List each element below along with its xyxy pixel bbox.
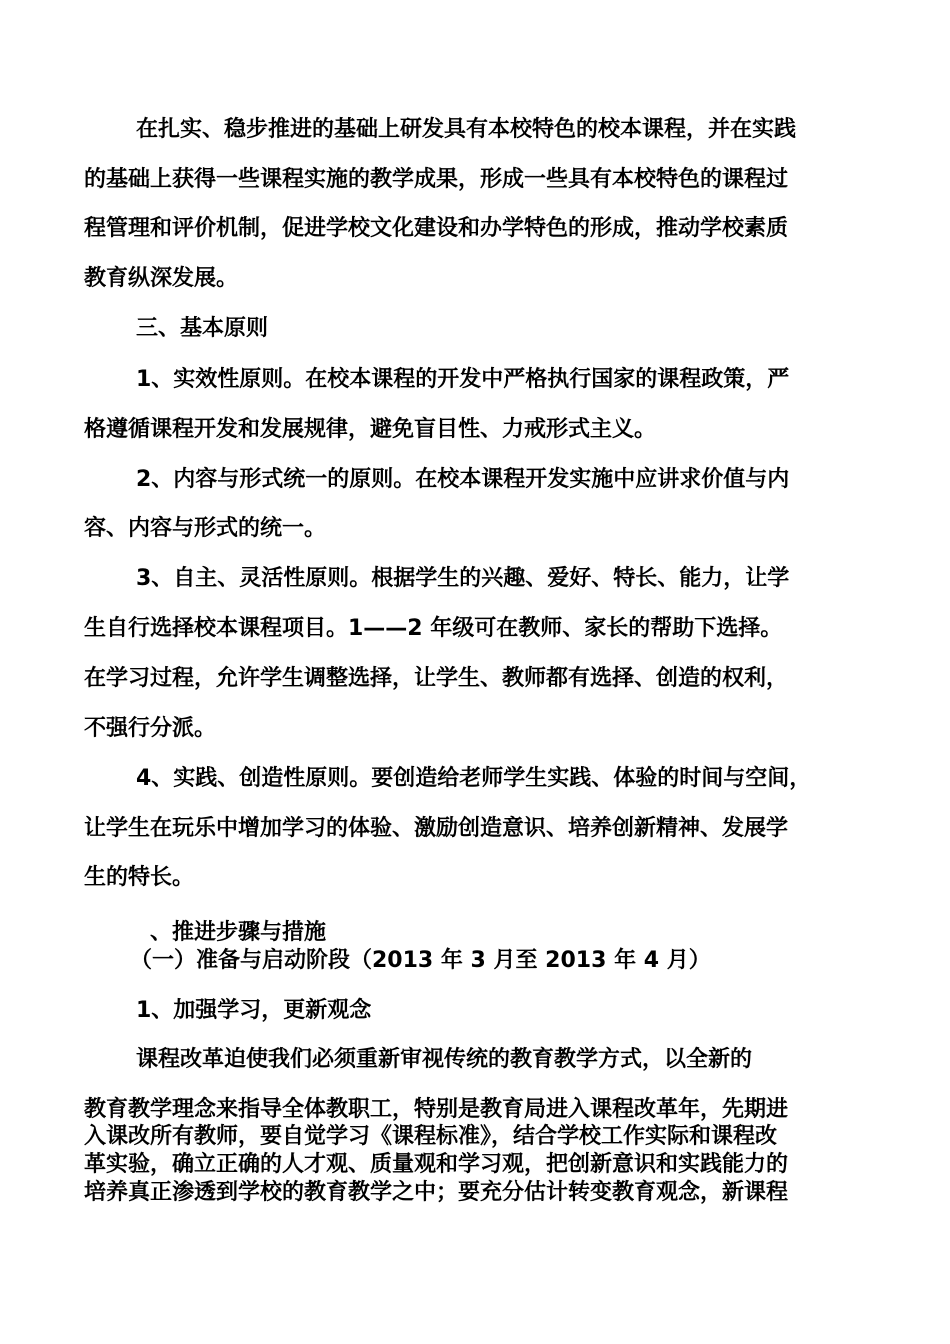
paragraph-line: 程管理和评价机制，促进学校文化建设和办学特色的形成，推动学校素质 [84, 216, 789, 241]
paragraph-line: 4、实践、创造性原则。要创造给老师学生实践、体验的时间与空间， [136, 766, 812, 791]
paragraph-line: 2、内容与形式统一的原则。在校本课程开发实施中应讲求价值与内 [136, 467, 790, 492]
item-heading: 1、加强学习，更新观念 [136, 998, 372, 1023]
paragraph-line: 不强行分派。 [84, 716, 217, 741]
paragraph-line: 课程改革迫使我们必须重新审视传统的教育教学方式，以全新的 [136, 1047, 753, 1072]
paragraph-line: 格遵循课程开发和发展规律，避免盲目性、力戒形式主义。 [84, 417, 657, 442]
paragraph-line: 让学生在玩乐中增加学习的体验、激励创造意识、培养创新精神、发展学 [84, 816, 789, 841]
paragraph-line: 生的特长。 [84, 865, 195, 890]
paragraph-line: 1、实效性原则。在校本课程的开发中严格执行国家的课程政策，严 [136, 367, 790, 392]
sub-heading: （一）准备与启动阶段（2013 年 3 月至 2013 年 4 月） [130, 948, 711, 973]
paragraph-line: 培养真正渗透到学校的教育教学之中；要充分估计转变教育观念，新课程 [84, 1180, 789, 1205]
section-heading: 、推进步骤与措施 [150, 920, 327, 945]
paragraph-line: 在学习过程，允许学生调整选择，让学生、教师都有选择、创造的权利， [84, 666, 789, 691]
paragraph-line: 容、内容与形式的统一。 [84, 516, 327, 541]
paragraph-line: 入课改所有教师，要自觉学习《课程标准》，结合学校工作实际和课程改 [84, 1124, 778, 1149]
paragraph-line: 生自行选择校本课程项目。1——2 年级可在教师、家长的帮助下选择。 [84, 616, 783, 641]
paragraph-line: 革实验，确立正确的人才观、质量观和学习观，把创新意识和实践能力的 [84, 1152, 789, 1177]
paragraph-line: 教育纵深发展。 [84, 266, 239, 291]
paragraph-line: 的基础上获得一些课程实施的教学成果，形成一些具有本校特色的课程过 [84, 167, 789, 192]
section-heading: 三、基本原则 [136, 316, 269, 341]
paragraph-line: 教育教学理念来指导全体教职工，特别是教育局进入课程改革年，先期进 [84, 1097, 789, 1122]
paragraph-line: 在扎实、稳步推进的基础上研发具有本校特色的校本课程，并在实践 [136, 117, 797, 142]
paragraph-line: 3、自主、灵活性原则。根据学生的兴趣、爱好、特长、能力，让学 [136, 566, 790, 591]
